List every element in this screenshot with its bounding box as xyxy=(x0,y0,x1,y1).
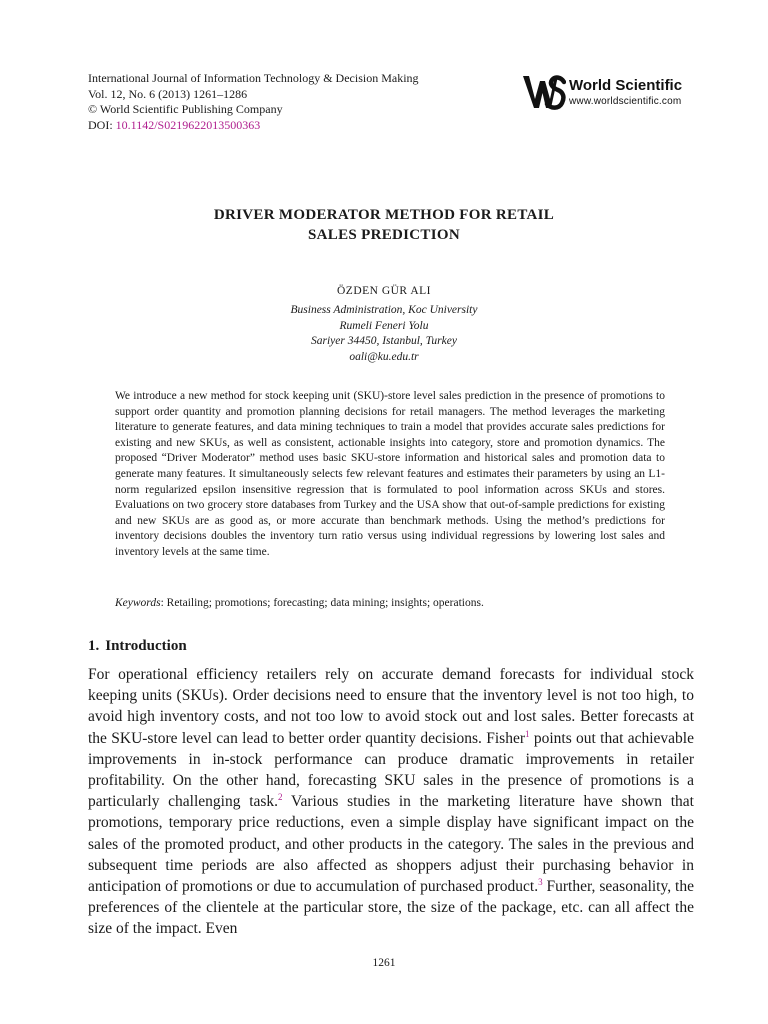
paragraph-part-1: For operational efficiency retailers rely on accurate demand forecasts for individual stock keeping units (SKUs). Order decisions need to ensure that the inventory level is not too high, to avoid high inventory costs, and not too low to avoid stock out and lost sales. Better forecasts at the SKU-store level can lead to better order quantity decisions. Fisher xyxy=(88,666,694,747)
title-line-1: DRIVER MODERATOR METHOD FOR RETAIL xyxy=(213,207,555,223)
affiliation-line-1: Business Administration, Koc University xyxy=(290,304,478,316)
abstract: We introduce a new method for stock keeping unit (SKU)-store level sales prediction in the presence of promotions to support order quantity and promotion planning decisions for retail managers. The method leverages the marketing literature to generate features, and data mining techniques to train a model that provides accurate sales predictions for existing and new SKUs, as well as consistent, actionable insights into category, store and promotion dynamics. The proposed “Driver Moderator” method uses basic SKU-store information and historical sales and promotion data to generate many features. It simultaneously selects few relevant features and estimates their parameters by using an L1-norm regularized epsilon insensitive regression that is formulated to pool information across SKUs and stores. Evaluations on two grocery store databases from Turkey and the USA show that out-of-sample predictions for existing and new SKUs are as good as, or more accurate than benchmark methods. Using the method’s predictions for inventory decisions doubles the inventory turn ratio versus using individual regressions by lowering lost sales and inventory levels at the same time. xyxy=(115,390,665,558)
paragraph-part-2: points out that achievable improvements in in-stock performance can produce dramatic improvements in retailer profitability. On the other hand, forecasting SKU sales in the presence of promotions is a particularly challenging task. xyxy=(88,729,694,811)
keywords-label: Keywords xyxy=(115,597,161,609)
doi-link[interactable]: 10.1142/S0219622013500363 xyxy=(115,117,261,132)
keywords xyxy=(115,597,665,609)
citation-link-3[interactable]: 3 xyxy=(538,876,543,887)
author-affiliation xyxy=(0,303,768,365)
paragraph-part-4: Further, seasonality, the preferences of the clientele at the particular store, the size of the package, etc. can all affect the size of the impact. Even xyxy=(88,878,694,938)
copyright-line: © World Scientific Publishing Company xyxy=(88,102,283,116)
citation-link-1[interactable]: 1 xyxy=(525,728,530,739)
world-scientific-logo xyxy=(522,73,697,113)
author-email: oali@ku.edu.tr xyxy=(349,350,419,363)
paper-title xyxy=(0,205,768,245)
doi-line xyxy=(88,118,508,134)
author-name: ÖZDEN GÜR ALI xyxy=(336,285,432,297)
keywords-text: : Retailing; promotions; forecasting; data mining; insights; operations. xyxy=(160,597,484,609)
affiliation-line-2: Rumeli Feneri Yolu xyxy=(339,319,429,332)
journal-name: International Journal of Information Technology & Decision Making xyxy=(88,71,419,85)
affiliation-line-3: Sariyer 34450, Istanbul, Turkey xyxy=(311,335,457,347)
journal-header xyxy=(88,71,508,133)
journal-volume: Vol. 12, No. 6 (2013) 1261–1286 xyxy=(88,86,248,101)
introduction-paragraph xyxy=(88,664,694,940)
publisher-name: World Scientific xyxy=(569,77,683,94)
section-heading xyxy=(88,638,187,655)
world-scientific-logo-icon xyxy=(522,73,566,111)
citation-link-2[interactable]: 2 xyxy=(278,792,283,803)
title-line-2: SALES PREDICTION xyxy=(308,227,460,243)
page-number: 1261 xyxy=(372,957,396,969)
section-title: Introduction xyxy=(105,638,187,654)
paragraph-part-3: Various studies in the marketing literature have shown that promotions, temporary price reductions, even a simple display have significant impact on the sales of the promoted product, and other products in the category. The sales in the previous and subsequent time periods are also affected as shoppers adjust their purchasing behavior in anticipation of promotions or due to accumulation of purchased product. xyxy=(88,793,694,896)
publisher-url: www.worldscientific.com xyxy=(569,96,682,107)
section-number: 1. xyxy=(88,638,100,654)
doi-label: DOI: xyxy=(88,117,116,132)
